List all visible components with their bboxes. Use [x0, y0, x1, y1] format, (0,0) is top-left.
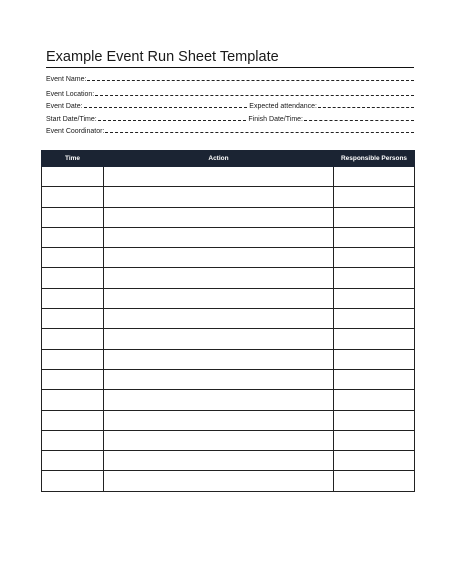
- table-header-row: [42, 151, 415, 167]
- responsible-persons-cell[interactable]: [334, 227, 415, 247]
- event-location-blank[interactable]: [95, 95, 414, 96]
- event-name-field: [46, 71, 414, 83]
- time-cell[interactable]: [42, 309, 104, 329]
- event-name-label: Event Name:: [46, 76, 87, 83]
- time-cell[interactable]: [42, 268, 104, 288]
- time-cell[interactable]: [42, 390, 104, 410]
- time-cell[interactable]: [42, 430, 104, 450]
- table-row: [42, 268, 415, 288]
- time-cell[interactable]: [42, 167, 104, 187]
- responsible-persons-cell[interactable]: [334, 349, 415, 369]
- action-cell[interactable]: [104, 471, 334, 491]
- event-date-blank[interactable]: [84, 107, 248, 108]
- time-cell[interactable]: [42, 410, 104, 430]
- action-cell[interactable]: [104, 430, 334, 450]
- responsible-persons-cell[interactable]: [334, 248, 415, 268]
- action-cell[interactable]: [104, 309, 334, 329]
- action-cell[interactable]: [104, 187, 334, 207]
- action-cell[interactable]: [104, 167, 334, 187]
- table-row: [42, 430, 415, 450]
- event-coordinator-blank[interactable]: [105, 132, 414, 133]
- time-cell[interactable]: [42, 248, 104, 268]
- finish-date-time-blank[interactable]: [304, 120, 414, 121]
- start-date-time-field: [46, 111, 414, 123]
- responsible-persons-cell[interactable]: [334, 390, 415, 410]
- responsible-persons-cell[interactable]: [334, 167, 415, 187]
- expected-attendance-label: Expected attendance:: [249, 103, 317, 110]
- responsible-persons-cell[interactable]: [334, 451, 415, 471]
- responsible-persons-cell[interactable]: [334, 309, 415, 329]
- finish-date-time-label: Finish Date/Time:: [248, 116, 303, 123]
- event-coordinator-label: Event Coordinator:: [46, 128, 105, 135]
- event-coordinator-field: [46, 123, 414, 135]
- action-cell[interactable]: [104, 268, 334, 288]
- responsible-persons-cell[interactable]: [334, 471, 415, 491]
- table-row: [42, 410, 415, 430]
- event-date-label: Event Date:: [46, 103, 83, 110]
- table-row: [42, 207, 415, 227]
- responsible-persons-column-header: Responsible Persons: [334, 151, 415, 167]
- event-location-field: [46, 86, 414, 98]
- time-cell[interactable]: [42, 451, 104, 471]
- time-cell[interactable]: [42, 227, 104, 247]
- expected-attendance-blank[interactable]: [318, 107, 414, 108]
- table-row: [42, 227, 415, 247]
- action-cell[interactable]: [104, 349, 334, 369]
- table-row: [42, 451, 415, 471]
- responsible-persons-cell[interactable]: [334, 410, 415, 430]
- time-cell[interactable]: [42, 288, 104, 308]
- time-cell[interactable]: [42, 207, 104, 227]
- table-row: [42, 369, 415, 389]
- table-row: [42, 248, 415, 268]
- responsible-persons-cell[interactable]: [334, 207, 415, 227]
- start-date-time-blank[interactable]: [98, 120, 247, 121]
- time-column-header: Time: [42, 151, 104, 167]
- time-cell[interactable]: [42, 329, 104, 349]
- table-row: [42, 167, 415, 187]
- responsible-persons-cell[interactable]: [334, 430, 415, 450]
- responsible-persons-cell[interactable]: [334, 268, 415, 288]
- time-cell[interactable]: [42, 187, 104, 207]
- table-row: [42, 309, 415, 329]
- table-row: [42, 187, 415, 207]
- event-name-blank[interactable]: [87, 80, 414, 81]
- responsible-persons-cell[interactable]: [334, 288, 415, 308]
- action-column-header: Action: [104, 151, 334, 167]
- title-divider: [46, 67, 414, 68]
- action-cell[interactable]: [104, 369, 334, 389]
- action-cell[interactable]: [104, 248, 334, 268]
- table-row: [42, 288, 415, 308]
- action-cell[interactable]: [104, 451, 334, 471]
- run-sheet-table: [41, 150, 415, 492]
- table-body: [42, 167, 415, 492]
- document-title: Example Event Run Sheet Template: [46, 49, 279, 65]
- event-location-label: Event Location:: [46, 91, 95, 98]
- table-row: [42, 390, 415, 410]
- time-cell[interactable]: [42, 349, 104, 369]
- action-cell[interactable]: [104, 227, 334, 247]
- action-cell[interactable]: [104, 390, 334, 410]
- action-cell[interactable]: [104, 329, 334, 349]
- action-cell[interactable]: [104, 410, 334, 430]
- action-cell[interactable]: [104, 207, 334, 227]
- start-date-time-label: Start Date/Time:: [46, 116, 97, 123]
- table-row: [42, 349, 415, 369]
- table-row: [42, 329, 415, 349]
- table-row: [42, 471, 415, 491]
- event-date-field: [46, 98, 414, 110]
- responsible-persons-cell[interactable]: [334, 329, 415, 349]
- time-cell[interactable]: [42, 369, 104, 389]
- time-cell[interactable]: [42, 471, 104, 491]
- responsible-persons-cell[interactable]: [334, 369, 415, 389]
- action-cell[interactable]: [104, 288, 334, 308]
- responsible-persons-cell[interactable]: [334, 187, 415, 207]
